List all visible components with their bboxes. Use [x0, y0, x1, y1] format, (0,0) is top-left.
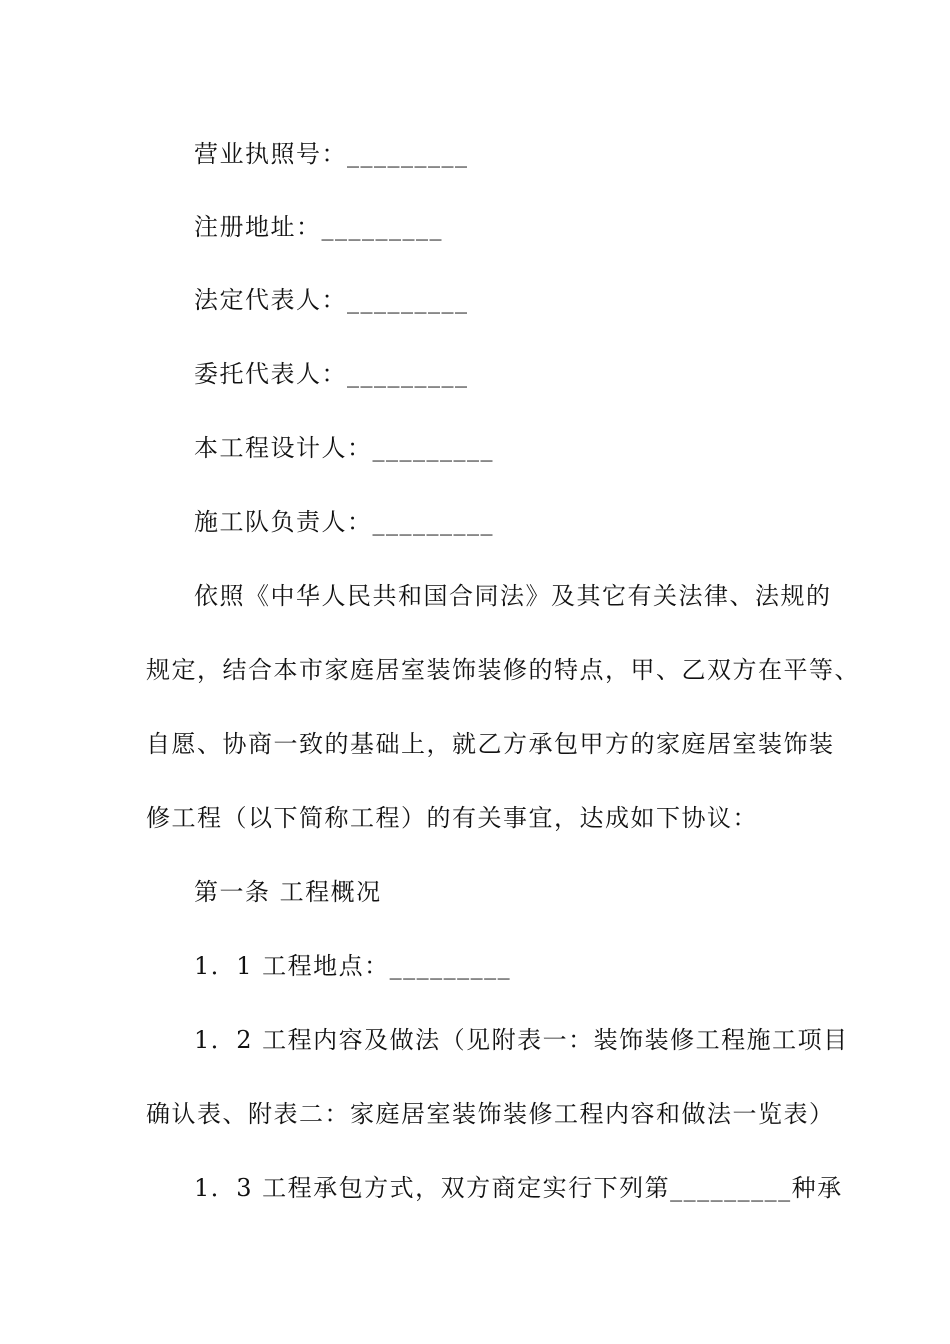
item-1-1-blank: _________: [389, 952, 512, 980]
item-1-1-line: [194, 950, 874, 982]
designer-blank: _________: [372, 434, 494, 462]
paragraph-line-3: 自愿、协商一致的基础上，就乙方承包甲方的家庭居室装饰装: [146, 730, 835, 758]
business-license-line: [194, 138, 874, 170]
item-1-2-line-1: 1．2 工程内容及做法（见附表一：装饰装修工程施工项目: [194, 1026, 849, 1054]
designer-line: [194, 432, 874, 464]
designer-label: 本工程设计人：: [194, 434, 373, 462]
registered-address-line: [194, 211, 874, 243]
paragraph-line-2: 规定，结合本市家庭居室装饰装修的特点，甲、乙双方在平等、: [146, 656, 860, 684]
business-license-label: 营业执照号：: [194, 140, 347, 168]
team-leader-label: 施工队负责人：: [194, 508, 373, 536]
entrusted-rep-blank: _________: [347, 360, 469, 388]
legal-rep-line: [194, 284, 874, 316]
item-1-3-line: [194, 1172, 874, 1204]
legal-rep-label: 法定代表人：: [194, 286, 347, 314]
business-license-blank: _________: [347, 140, 469, 168]
item-1-3-blank: _________: [670, 1174, 792, 1202]
team-leader-line: [194, 506, 874, 538]
paragraph-line-4: 修工程（以下简称工程）的有关事宜，达成如下协议：: [146, 804, 758, 832]
item-1-1-label: 1．1 工程地点：: [194, 952, 390, 980]
registered-address-blank: _________: [321, 213, 443, 241]
entrusted-rep-label: 委托代表人：: [194, 360, 347, 388]
item-1-2-line-2: 确认表、附表二：家庭居室装饰装修工程内容和做法一览表）: [146, 1100, 835, 1128]
legal-rep-blank: _________: [347, 286, 469, 314]
registered-address-label: 注册地址：: [194, 213, 322, 241]
team-leader-blank: _________: [372, 508, 494, 536]
paragraph-line-1: 依照《中华人民共和国合同法》及其它有关法律、法规的: [194, 582, 832, 610]
item-1-3-text-after: 种承: [791, 1174, 843, 1202]
entrusted-rep-line: [194, 358, 874, 390]
article-1-heading: 第一条 工程概况: [194, 878, 382, 906]
item-1-3-text-before: 1．3 工程承包方式，双方商定实行下列第: [194, 1174, 671, 1202]
